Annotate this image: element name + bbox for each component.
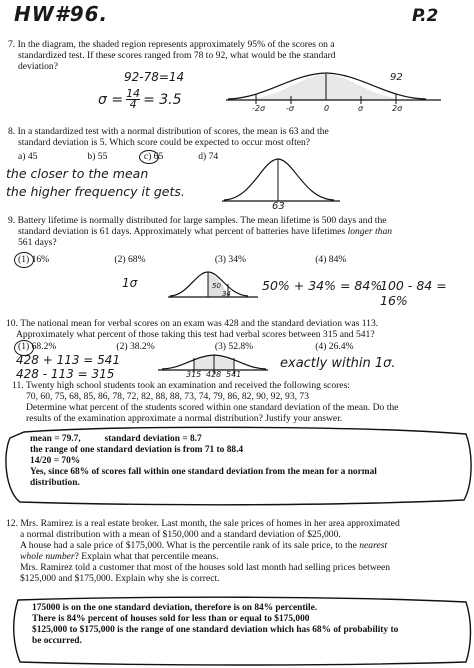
q11-answer-mean: mean = 79.7, — [30, 434, 81, 444]
q7-axis-label-neg2: -2σ — [252, 104, 266, 113]
q11-answer-yes-1: Yes, since 68% of scores fall within one standard deviation from the mean for a normal — [30, 467, 377, 477]
q11-line3: Determine what percent of the students scored within one standard deviation of the mean. Do the — [26, 402, 399, 413]
q11-answer-ratio: 14/20 = 70% — [30, 456, 81, 466]
q12-line3 — [6, 540, 472, 551]
q12-line1: 12. Mrs. Ramirez is a real estate broker. Last month, the sale prices of homes in her area approximated — [6, 518, 400, 529]
question-11 — [12, 380, 472, 424]
q9-work-diff: 100 - 84 = 16% — [380, 278, 447, 308]
q11-answer — [30, 434, 460, 489]
q12-line4 — [6, 551, 472, 562]
q9-choices — [18, 254, 346, 265]
q8-line2: standard deviation is 5. Which score could be expected to occur most often? — [18, 137, 311, 148]
question-10 — [6, 318, 472, 340]
q9-curve-label-34: 34 — [222, 290, 231, 298]
q8-answer-circle — [139, 150, 159, 164]
q10-choice-4[interactable]: (4) 26.4% — [315, 341, 354, 352]
q9-line1: 9. Battery lifetime is normally distributed for large samples. The mean lifetime is 500 days and the — [8, 215, 387, 226]
q8-curve-label: 63 — [272, 201, 285, 212]
q8-choice-a[interactable]: a) 45 — [18, 151, 38, 162]
q12-answer-4: be occurred. — [32, 636, 82, 646]
q9-line3: 561 days? — [18, 237, 57, 248]
q8-choice-d[interactable]: d) 74 — [198, 151, 219, 162]
q7-curve-label: 92 — [390, 72, 403, 83]
q10-axis-label-315: 315 — [186, 370, 202, 379]
q7-line3: deviation? — [18, 61, 58, 72]
q10-choice-3[interactable]: (3) 52.8% — [214, 341, 254, 352]
q12-line2: a normal distribution with a mean of $150,000 and a standard deviation of $25,000. — [20, 529, 341, 540]
q10-work-sum: 428 + 113 = 541 — [16, 353, 121, 367]
q9-choice-4[interactable]: (4) 84% — [315, 254, 347, 265]
q7-work-sigma: σ = 14 4 = 3.5 — [98, 87, 182, 111]
q8-note-2: the higher frequency it gets. — [6, 184, 185, 199]
q10-note: exactly within 1σ. — [280, 356, 396, 371]
q8-note-1: the closer to the mean — [6, 166, 149, 181]
q12-answer-3: $125,000 to $175,000 is the range of one standard deviation which has 68% of probability to — [32, 625, 399, 635]
q11-line4: results of the examination approximate a normal distribution? Justify your answer. — [26, 413, 343, 424]
q12-line4-end: ? Explain what that percentile means. — [74, 551, 219, 562]
q8-choices — [18, 151, 218, 162]
q7-axis-label-zero: 0 — [324, 104, 330, 113]
q10-work-diff: 428 - 113 = 315 — [16, 367, 115, 381]
q12-line4-emphasis: whole number — [20, 551, 75, 562]
q9-line2-emphasis: longer than — [347, 226, 393, 237]
q10-axis-label-541: 541 — [226, 370, 242, 379]
q11-line1: 11. Twenty high school students took an examination and received the following scores: — [12, 380, 350, 391]
q9-choice-1[interactable]: (1) 16% — [18, 254, 50, 265]
q9-work-sigma: 1σ — [122, 276, 138, 290]
q8-choice-c[interactable]: c) 65 — [143, 151, 164, 162]
question-12 — [6, 518, 472, 584]
q10-line2: Approximately what percent of those taking this test had verbal scores between 315 and 541? — [16, 329, 375, 340]
q8-choice-b[interactable]: b) 55 — [87, 151, 108, 162]
q7-line2: standardized test. If these scores ranged from 78 to 92, what would be the standard — [18, 50, 336, 61]
q11-answer-row-1 — [30, 434, 460, 445]
q9-line2 — [8, 226, 472, 237]
q9-choice-2[interactable]: (2) 68% — [114, 254, 146, 265]
question-8 — [8, 126, 470, 148]
q12-answer-2: There is 84% percent of houses sold for less than or equal to $175,000 — [32, 614, 310, 624]
q9-work-sum: 50% + 34% = 84% — [262, 278, 383, 293]
q9-choice-3[interactable]: (3) 34% — [214, 254, 246, 265]
q10-choice-1[interactable]: (1) 68.2% — [18, 341, 57, 352]
q7-work-range: 92-78=14 — [124, 70, 185, 84]
q9-answer-circle — [14, 252, 34, 268]
q10-choice-2[interactable]: (2) 38.2% — [116, 341, 155, 352]
q9-line2-start: standard deviation is 61 days. Approximately what percent of batteries have lifetimes — [18, 226, 348, 237]
question-9 — [8, 215, 472, 248]
homework-title: HW#96. — [14, 2, 109, 26]
q12-line3-start: A house had a sale price of $175,000. What is the percentile rank of its sale price, to the — [20, 540, 360, 551]
q12-line6: $125,000 and $175,000. Explain why she is correct. — [20, 573, 220, 584]
q7-axis-label-pos2: 2σ — [392, 104, 403, 113]
q12-answer — [32, 603, 466, 647]
q11-answer-yes-2: distribution. — [30, 478, 80, 488]
q8-line1: 8. In a standardized test with a normal distribution of scores, the mean is 63 and the — [8, 126, 329, 137]
page-number: P.2 — [412, 6, 439, 26]
q12-line3-emphasis: nearest — [359, 540, 388, 551]
q9-curve-label-50: 50 — [212, 282, 221, 290]
q7-line1: 7. In the diagram, the shaded region represents approximately 95% of the scores on a — [8, 39, 335, 50]
q11-answer-sd: standard deviation = 8.7 — [104, 434, 202, 444]
q12-line5: Mrs. Ramirez told a customer that most of the houses sold last month had selling prices between — [20, 562, 391, 573]
q11-scores: 70, 60, 75, 68, 85, 86, 78, 72, 82, 88, 88, 73, 74, 79, 86, 82, 90, 92, 93, 73 — [26, 391, 310, 402]
q10-axis-label-428: 428 — [206, 370, 222, 379]
q11-answer-range: the range of one standard deviation is from 71 to 88.4 — [30, 445, 244, 455]
q10-line1: 10. The national mean for verbal scores on an exam was 428 and the standard deviation was 113. — [6, 318, 379, 329]
q12-answer-1: 175000 is on the one standard deviation, therefore is on 84% percentile. — [32, 603, 318, 613]
q7-axis-label-pos1: σ — [358, 104, 364, 113]
q7-axis-label-neg1: -σ — [286, 104, 294, 113]
